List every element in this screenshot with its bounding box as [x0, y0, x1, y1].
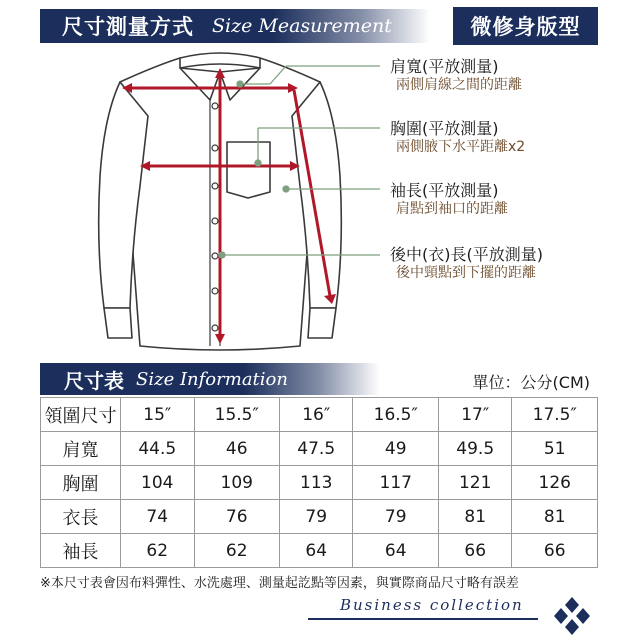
disclaimer-note: ※本尺寸表會因布料彈性、水洗處理、測量起訖點等因素，與實際商品尺寸略有誤差: [40, 576, 519, 591]
callout-chest: [390, 120, 525, 156]
table-row: [41, 534, 598, 568]
shirt-illustration: [60, 46, 380, 356]
table-cell: 46: [194, 432, 279, 466]
measurement-title-en: Size Measurement: [212, 15, 392, 37]
table-size-cell: 15″: [121, 398, 195, 432]
callout-length-title: 後中(衣)長(平放測量): [390, 245, 543, 264]
callout-chest-desc: 兩側腋下水平距離x2: [396, 139, 526, 155]
table-cell: 79: [279, 500, 353, 534]
table-size-cell: 15.5″: [194, 398, 279, 432]
table-cell: 81: [512, 500, 598, 534]
size-table-title: 尺寸表: [64, 368, 124, 393]
table-cell: 113: [279, 466, 353, 500]
table-cell: 121: [438, 466, 512, 500]
footer-divider: [308, 618, 538, 620]
table-row-label: 胸圍: [41, 466, 121, 500]
callout-length: [390, 246, 543, 282]
table-cell: 49.5: [438, 432, 512, 466]
table-row-label: 肩寬: [41, 432, 121, 466]
table-cell: 104: [121, 466, 195, 500]
callout-sleeve-title: 袖長(平放測量): [390, 181, 499, 200]
table-cell: 44.5: [121, 432, 195, 466]
table-cell: 62: [194, 534, 279, 568]
table-row: [41, 432, 598, 466]
measurement-title: 尺寸測量方式: [62, 15, 194, 39]
table-header-row: [41, 398, 598, 432]
table-cell: 66: [512, 534, 598, 568]
measurement-banner: [40, 9, 430, 43]
table-cell: 126: [512, 466, 598, 500]
callout-sleeve: [390, 182, 508, 218]
table-header-label: 領圍尺寸: [41, 398, 121, 432]
table-row-label: 袖長: [41, 534, 121, 568]
table-cell: 49: [353, 432, 438, 466]
callout-shoulder-desc: 兩側肩線之間的距離: [396, 77, 522, 93]
table-cell: 74: [121, 500, 195, 534]
diamond-logo-icon: [550, 596, 594, 636]
table-cell: 81: [438, 500, 512, 534]
table-cell: 51: [512, 432, 598, 466]
table-size-cell: 17.5″: [512, 398, 598, 432]
table-cell: 117: [353, 466, 438, 500]
table-cell: 76: [194, 500, 279, 534]
table-cell: 62: [121, 534, 195, 568]
table-cell: 79: [353, 500, 438, 534]
callout-shoulder-title: 肩寬(平放測量): [390, 57, 499, 76]
fit-badge: 微修身版型: [453, 7, 598, 45]
table-cell: 64: [353, 534, 438, 568]
footer: [300, 596, 600, 636]
size-table: [40, 397, 598, 568]
table-size-cell: 17″: [438, 398, 512, 432]
size-table-banner: [40, 363, 380, 395]
table-cell: 64: [279, 534, 353, 568]
footer-text: Business collection: [340, 596, 524, 614]
table-row: [41, 500, 598, 534]
table-cell: 66: [438, 534, 512, 568]
size-table-title-en: Size Information: [136, 368, 288, 390]
table-row-label: 衣長: [41, 500, 121, 534]
callout-sleeve-desc: 肩點到袖口的距離: [396, 201, 508, 217]
table-cell: 109: [194, 466, 279, 500]
unit-label: 單位：公分(CM): [472, 373, 590, 392]
callout-length-desc: 後中頸點到下擺的距離: [396, 265, 536, 281]
table-size-cell: 16.5″: [353, 398, 438, 432]
table-cell: 47.5: [279, 432, 353, 466]
callout-chest-title: 胸圍(平放測量): [390, 119, 499, 138]
callout-shoulder: [390, 58, 522, 94]
table-row: [41, 466, 598, 500]
table-size-cell: 16″: [279, 398, 353, 432]
